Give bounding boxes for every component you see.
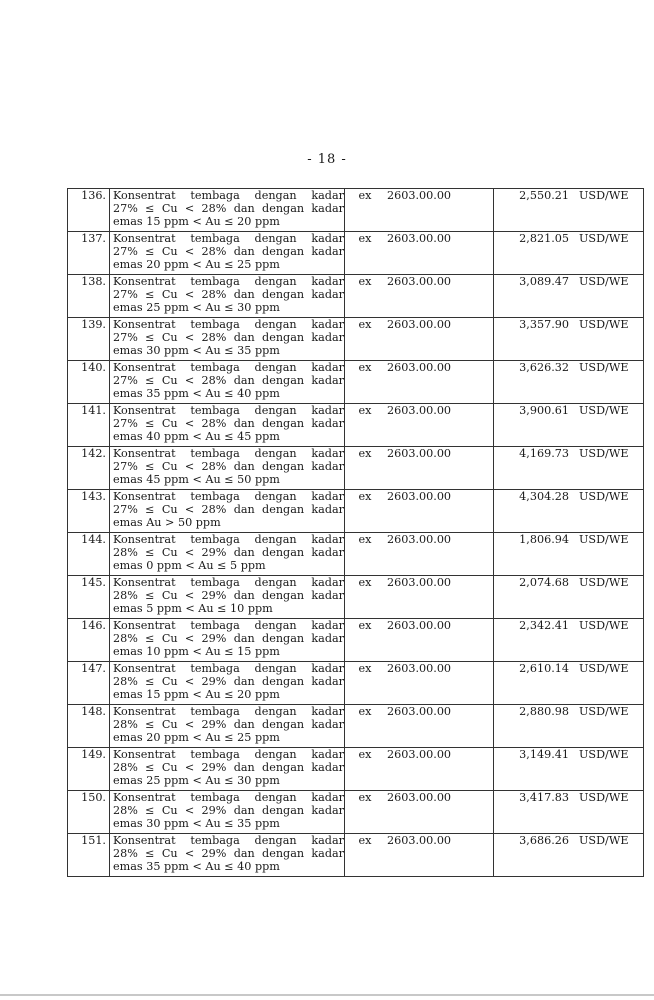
price-unit: USD/WE (575, 748, 644, 791)
description-line: emas 10 ppm < Au ≤ 15 ppm (113, 644, 280, 658)
description-line: emas 5 ppm < Au ≤ 10 ppm (113, 601, 273, 615)
row-number: 144. (68, 533, 110, 576)
price-unit: USD/WE (575, 705, 644, 748)
description-line: Konsentrat tembaga dengan kadar (113, 748, 344, 761)
description-line: emas 45 ppm < Au ≤ 50 ppm (113, 472, 280, 486)
price-unit: USD/WE (575, 232, 644, 275)
hs-code: 2603.00.00 (385, 490, 494, 533)
row-number: 138. (68, 275, 110, 318)
product-description (110, 318, 345, 361)
hs-code: 2603.00.00 (385, 662, 494, 705)
description-line: 27% ≤ Cu < 28% dan dengan kadar (113, 373, 344, 387)
table-row (68, 662, 644, 705)
description-line: 28% ≤ Cu < 29% dan dengan kadar (113, 674, 344, 688)
product-description (110, 748, 345, 791)
price-unit: USD/WE (575, 533, 644, 576)
product-description (110, 404, 345, 447)
description-line: 27% ≤ Cu < 28% dan dengan kadar (113, 330, 344, 344)
table-row (68, 533, 644, 576)
row-number: 145. (68, 576, 110, 619)
description-line: Konsentrat tembaga dengan kadar (113, 619, 344, 632)
price-unit: USD/WE (575, 834, 644, 877)
description-line: emas 30 ppm < Au ≤ 35 ppm (113, 816, 280, 830)
row-number: 147. (68, 662, 110, 705)
description-line: emas 20 ppm < Au ≤ 25 ppm (113, 730, 280, 744)
ex-marker: ex (345, 791, 386, 834)
hs-code: 2603.00.00 (385, 318, 494, 361)
table-row (68, 748, 644, 791)
row-number: 141. (68, 404, 110, 447)
reference-price: 2,880.98 (494, 705, 576, 748)
page-bottom-rule (0, 994, 654, 996)
table-row (68, 404, 644, 447)
hs-code: 2603.00.00 (385, 619, 494, 662)
description-line: emas 30 ppm < Au ≤ 35 ppm (113, 343, 280, 357)
price-unit: USD/WE (575, 662, 644, 705)
ex-marker: ex (345, 662, 386, 705)
row-number: 142. (68, 447, 110, 490)
page-number: - 18 - (307, 152, 347, 167)
price-unit: USD/WE (575, 275, 644, 318)
hs-code: 2603.00.00 (385, 447, 494, 490)
row-number: 143. (68, 490, 110, 533)
description-line: emas 20 ppm < Au ≤ 25 ppm (113, 257, 280, 271)
description-line: Konsentrat tembaga dengan kadar (113, 834, 344, 847)
description-line: emas 0 ppm < Au ≤ 5 ppm (113, 558, 266, 572)
description-line: Konsentrat tembaga dengan kadar (113, 318, 344, 331)
table-row (68, 318, 644, 361)
hs-code: 2603.00.00 (385, 705, 494, 748)
table-row (68, 275, 644, 318)
tariff-table-body (68, 189, 644, 877)
row-number: 146. (68, 619, 110, 662)
description-line: Konsentrat tembaga dengan kadar (113, 705, 344, 718)
description-line: emas 40 ppm < Au ≤ 45 ppm (113, 429, 280, 443)
description-line: 27% ≤ Cu < 28% dan dengan kadar (113, 502, 344, 516)
ex-marker: ex (345, 447, 386, 490)
ex-marker: ex (345, 232, 386, 275)
price-unit: USD/WE (575, 490, 644, 533)
price-unit: USD/WE (575, 619, 644, 662)
reference-price: 3,626.32 (494, 361, 576, 404)
reference-price: 2,821.05 (494, 232, 576, 275)
description-line: emas 25 ppm < Au ≤ 30 ppm (113, 300, 280, 314)
product-description (110, 232, 345, 275)
product-description (110, 447, 345, 490)
description-line: Konsentrat tembaga dengan kadar (113, 189, 344, 202)
reference-price: 2,610.14 (494, 662, 576, 705)
product-description (110, 189, 345, 232)
ex-marker: ex (345, 275, 386, 318)
ex-marker: ex (345, 576, 386, 619)
description-line: 28% ≤ Cu < 29% dan dengan kadar (113, 803, 344, 817)
hs-code: 2603.00.00 (385, 576, 494, 619)
price-unit: USD/WE (575, 361, 644, 404)
ex-marker: ex (345, 361, 386, 404)
reference-price: 3,417.83 (494, 791, 576, 834)
product-description (110, 619, 345, 662)
product-description (110, 791, 345, 834)
product-description (110, 361, 345, 404)
description-line: Konsentrat tembaga dengan kadar (113, 232, 344, 245)
description-line: Konsentrat tembaga dengan kadar (113, 361, 344, 374)
row-number: 149. (68, 748, 110, 791)
reference-price: 1,806.94 (494, 533, 576, 576)
description-line: 27% ≤ Cu < 28% dan dengan kadar (113, 287, 344, 301)
product-description (110, 533, 345, 576)
row-number: 150. (68, 791, 110, 834)
product-description (110, 275, 345, 318)
description-line: 28% ≤ Cu < 29% dan dengan kadar (113, 717, 344, 731)
reference-price: 4,304.28 (494, 490, 576, 533)
tariff-table (67, 188, 644, 877)
description-line: emas 25 ppm < Au ≤ 30 ppm (113, 773, 280, 787)
description-line: Konsentrat tembaga dengan kadar (113, 791, 344, 804)
hs-code: 2603.00.00 (385, 361, 494, 404)
table-row (68, 705, 644, 748)
hs-code: 2603.00.00 (385, 232, 494, 275)
description-line: Konsentrat tembaga dengan kadar (113, 404, 344, 417)
hs-code: 2603.00.00 (385, 748, 494, 791)
description-line: Konsentrat tembaga dengan kadar (113, 275, 344, 288)
price-unit: USD/WE (575, 404, 644, 447)
price-unit: USD/WE (575, 791, 644, 834)
reference-price: 2,342.41 (494, 619, 576, 662)
description-line: 28% ≤ Cu < 29% dan dengan kadar (113, 588, 344, 602)
table-row (68, 576, 644, 619)
description-line: 28% ≤ Cu < 29% dan dengan kadar (113, 631, 344, 645)
ex-marker: ex (345, 490, 386, 533)
description-line: 27% ≤ Cu < 28% dan dengan kadar (113, 244, 344, 258)
table-row (68, 447, 644, 490)
reference-price: 4,169.73 (494, 447, 576, 490)
reference-price: 3,900.61 (494, 404, 576, 447)
product-description (110, 662, 345, 705)
row-number: 139. (68, 318, 110, 361)
hs-code: 2603.00.00 (385, 533, 494, 576)
product-description (110, 490, 345, 533)
description-line: Konsentrat tembaga dengan kadar (113, 533, 344, 546)
ex-marker: ex (345, 705, 386, 748)
row-number: 136. (68, 189, 110, 232)
hs-code: 2603.00.00 (385, 791, 494, 834)
row-number: 151. (68, 834, 110, 877)
product-description (110, 834, 345, 877)
description-line: 27% ≤ Cu < 28% dan dengan kadar (113, 459, 344, 473)
description-line: 28% ≤ Cu < 29% dan dengan kadar (113, 760, 344, 774)
description-line: emas 15 ppm < Au ≤ 20 ppm (113, 687, 280, 701)
description-line: 27% ≤ Cu < 28% dan dengan kadar (113, 201, 344, 215)
description-line: Konsentrat tembaga dengan kadar (113, 490, 344, 503)
table-row (68, 791, 644, 834)
ex-marker: ex (345, 404, 386, 447)
table-row (68, 361, 644, 404)
description-line: Konsentrat tembaga dengan kadar (113, 576, 344, 589)
description-line: Konsentrat tembaga dengan kadar (113, 447, 344, 460)
hs-code: 2603.00.00 (385, 275, 494, 318)
hs-code: 2603.00.00 (385, 189, 494, 232)
ex-marker: ex (345, 834, 386, 877)
table-row (68, 834, 644, 877)
table-row (68, 232, 644, 275)
table-row (68, 490, 644, 533)
ex-marker: ex (345, 533, 386, 576)
description-line: 28% ≤ Cu < 29% dan dengan kadar (113, 846, 344, 860)
ex-marker: ex (345, 189, 386, 232)
row-number: 137. (68, 232, 110, 275)
description-line: emas 15 ppm < Au ≤ 20 ppm (113, 214, 280, 228)
price-unit: USD/WE (575, 576, 644, 619)
row-number: 148. (68, 705, 110, 748)
product-description (110, 576, 345, 619)
table-row (68, 619, 644, 662)
hs-code: 2603.00.00 (385, 834, 494, 877)
reference-price: 3,357.90 (494, 318, 576, 361)
row-number: 140. (68, 361, 110, 404)
ex-marker: ex (345, 318, 386, 361)
price-unit: USD/WE (575, 189, 644, 232)
reference-price: 2,074.68 (494, 576, 576, 619)
description-line: emas Au > 50 ppm (113, 515, 221, 529)
price-unit: USD/WE (575, 318, 644, 361)
reference-price: 3,686.26 (494, 834, 576, 877)
description-line: emas 35 ppm < Au ≤ 40 ppm (113, 386, 280, 400)
description-line: 28% ≤ Cu < 29% dan dengan kadar (113, 545, 344, 559)
table-row (68, 189, 644, 232)
reference-price: 2,550.21 (494, 189, 576, 232)
description-line: 27% ≤ Cu < 28% dan dengan kadar (113, 416, 344, 430)
reference-price: 3,149.41 (494, 748, 576, 791)
description-line: Konsentrat tembaga dengan kadar (113, 662, 344, 675)
description-line: emas 35 ppm < Au ≤ 40 ppm (113, 859, 280, 873)
price-unit: USD/WE (575, 447, 644, 490)
hs-code: 2603.00.00 (385, 404, 494, 447)
ex-marker: ex (345, 748, 386, 791)
ex-marker: ex (345, 619, 386, 662)
product-description (110, 705, 345, 748)
reference-price: 3,089.47 (494, 275, 576, 318)
